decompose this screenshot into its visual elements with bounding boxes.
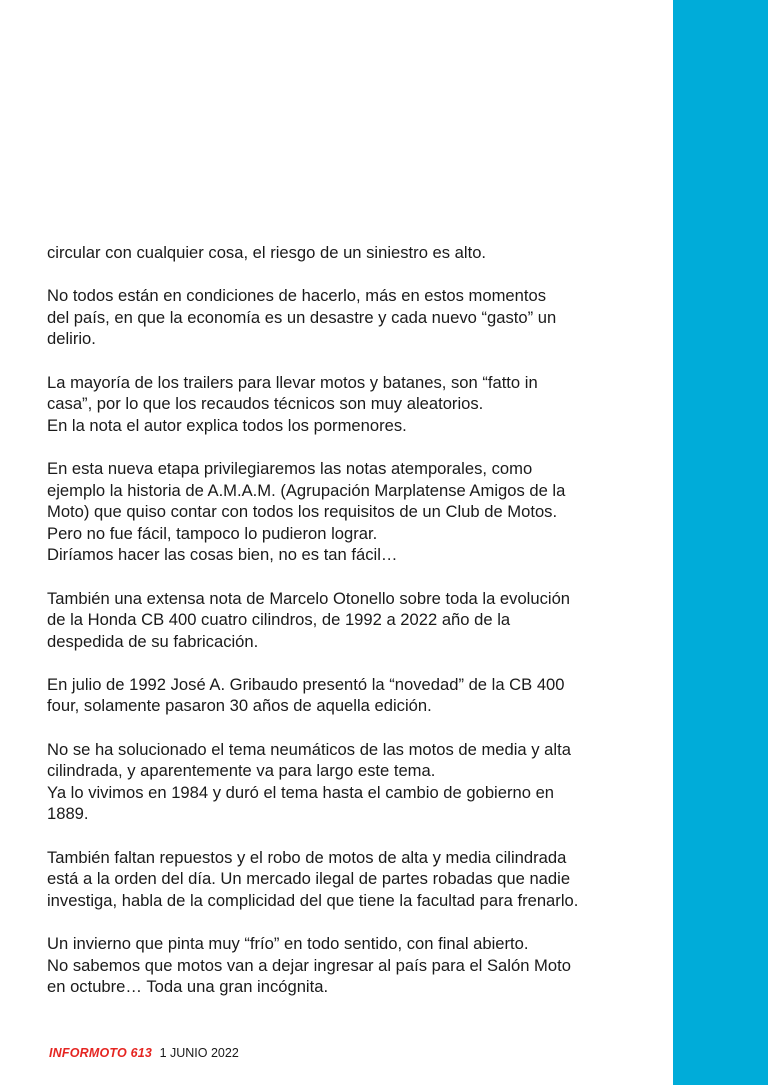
paragraph [47, 285, 647, 350]
text-line: investiga, habla de la complicidad del que tiene la facultad para frenarlo. [47, 890, 579, 910]
paragraph [47, 739, 647, 825]
text-line: 1889. [47, 804, 89, 824]
paragraph [47, 242, 647, 264]
text-line: Pero no fue fácil, tampoco lo pudieron lograr. [47, 523, 378, 543]
text-line: En esta nueva etapa privilegiaremos las notas atemporales, como [47, 458, 533, 478]
text-line: ejemplo la historia de A.M.A.M. (Agrupación Marplatense Amigos de la [47, 480, 566, 500]
text-line: casa”, por lo que los recaudos técnicos son muy aleatorios. [47, 394, 484, 414]
text-line: En julio de 1992 José A. Gribaudo presentó la “novedad” de la CB 400 [47, 674, 565, 694]
text-line: También una extensa nota de Marcelo Otonello sobre toda la evolución [47, 588, 571, 608]
paragraph [47, 933, 647, 998]
article-body [47, 242, 647, 1019]
text-line: cilindrada, y aparentemente va para largo este tema. [47, 761, 436, 781]
paragraph [47, 847, 647, 912]
paragraph [47, 372, 647, 437]
text-line: Diríamos hacer las cosas bien, no es tan fácil… [47, 545, 398, 565]
text-line: en octubre… Toda una gran incógnita. [47, 977, 329, 997]
text-line: está a la orden del día. Un mercado ilegal de partes robadas que nadie [47, 869, 571, 889]
text-line: delirio. [47, 329, 96, 349]
text-line: four, solamente pasaron 30 años de aquella edición. [47, 696, 432, 716]
paragraph [47, 588, 647, 653]
text-line: Ya lo vivimos en 1984 y duró el tema hasta el cambio de gobierno en [47, 782, 555, 802]
text-line: También faltan repuestos y el robo de motos de alta y media cilindrada [47, 847, 567, 867]
text-line: despedida de su fabricación. [47, 631, 259, 651]
text-line: de la Honda CB 400 cuatro cilindros, de 1992 a 2022 año de la [47, 610, 511, 630]
issue-date: 1 JUNIO 2022 [159, 1046, 239, 1060]
text-line: No se ha solucionado el tema neumáticos de las motos de media y alta [47, 739, 571, 759]
paragraph [47, 458, 647, 566]
text-line: Moto) que quiso contar con todos los requisitos de un Club de Motos. [47, 502, 558, 522]
page-footer [49, 1044, 239, 1062]
paragraph [47, 674, 647, 717]
text-line: Un invierno que pinta muy “frío” en todo sentido, con final abierto. [47, 934, 529, 953]
text-line: No todos están en condiciones de hacerlo, más en estos momentos [47, 286, 547, 306]
text-line: del país, en que la economía es un desastre y cada nuevo “gasto” un [47, 307, 557, 327]
text-line: circular con cualquier cosa, el riesgo de un siniestro es alto. [47, 243, 487, 262]
text-line: En la nota el autor explica todos los pormenores. [47, 415, 407, 435]
text-line: La mayoría de los trailers para llevar motos y batanes, son “fatto in [47, 372, 538, 392]
magazine-issue-label: INFORMOTO 613 [49, 1046, 153, 1060]
text-line: No sabemos que motos van a dejar ingresar al país para el Salón Moto [47, 955, 571, 975]
side-color-bar [673, 0, 768, 1085]
